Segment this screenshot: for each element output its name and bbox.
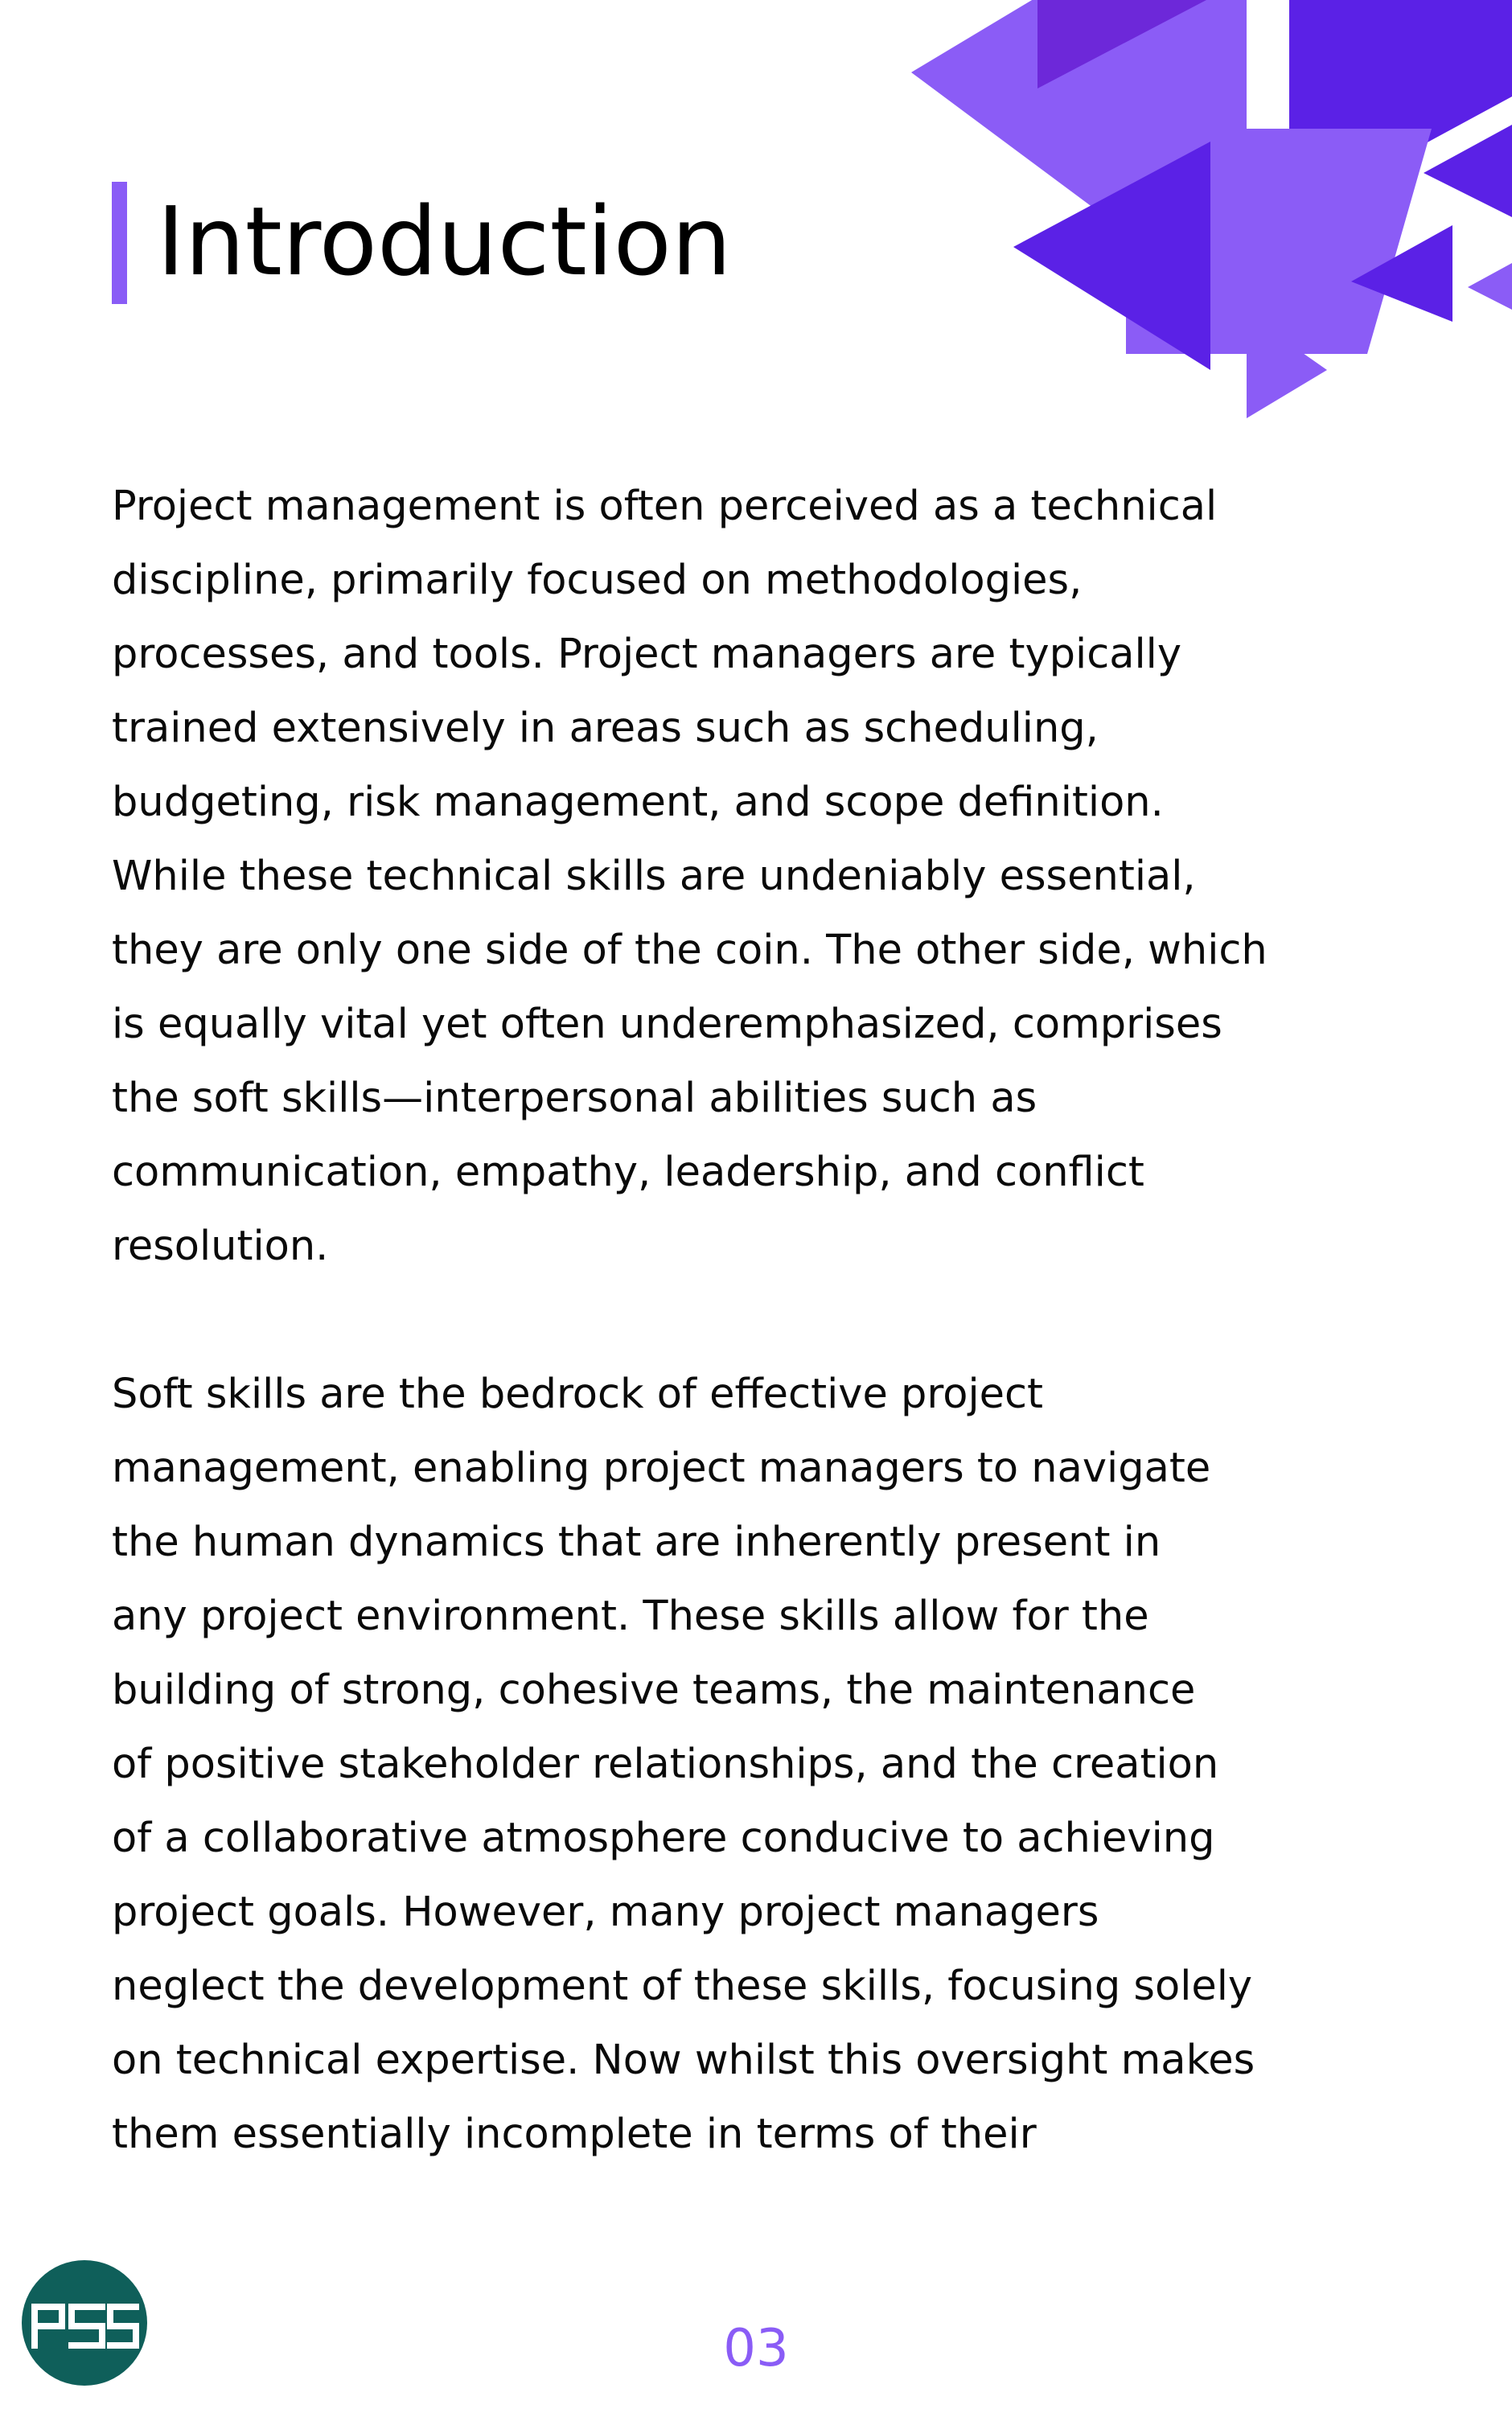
triangle-far-right — [1424, 125, 1512, 217]
page-number: 03 — [723, 2319, 789, 2378]
paragraph-intro: Project management is often perceived as a technical discipline, primarily focused on methodologies, processes, and tools. Project managers are typically trained extensively in areas such as scheduling, budgeting, risk management, and scope definition. While these technical skills are undeniably essential, they are only one side of the coin. The other side, which is equally vital yet often underemphasized, comprises the soft skills—interpersonal abilities such as communication, empathy, leadership, and conflict resolution. — [112, 483, 1268, 1270]
triangle-tiny-right — [1468, 263, 1512, 310]
paragraph-soft-skills: Soft skills are the bedrock of effective project management, enabling project managers to navigate the human dynamics that are inherently present in any project environment. These skills allow for the building of strong, cohesive teams, the maintenance of positive stakeholder relationships, and the creation of a collaborative atmosphere conducive to achieving project goals. However, many project managers neglect the development of these skills, focusing solely on technical expertise. Now whilst this oversight makes them essentially incomplete in terms of their — [112, 1371, 1255, 2158]
title-accent-bar — [112, 182, 127, 304]
page-title: Introduction — [157, 186, 732, 297]
decorative-triangles — [885, 0, 1512, 434]
